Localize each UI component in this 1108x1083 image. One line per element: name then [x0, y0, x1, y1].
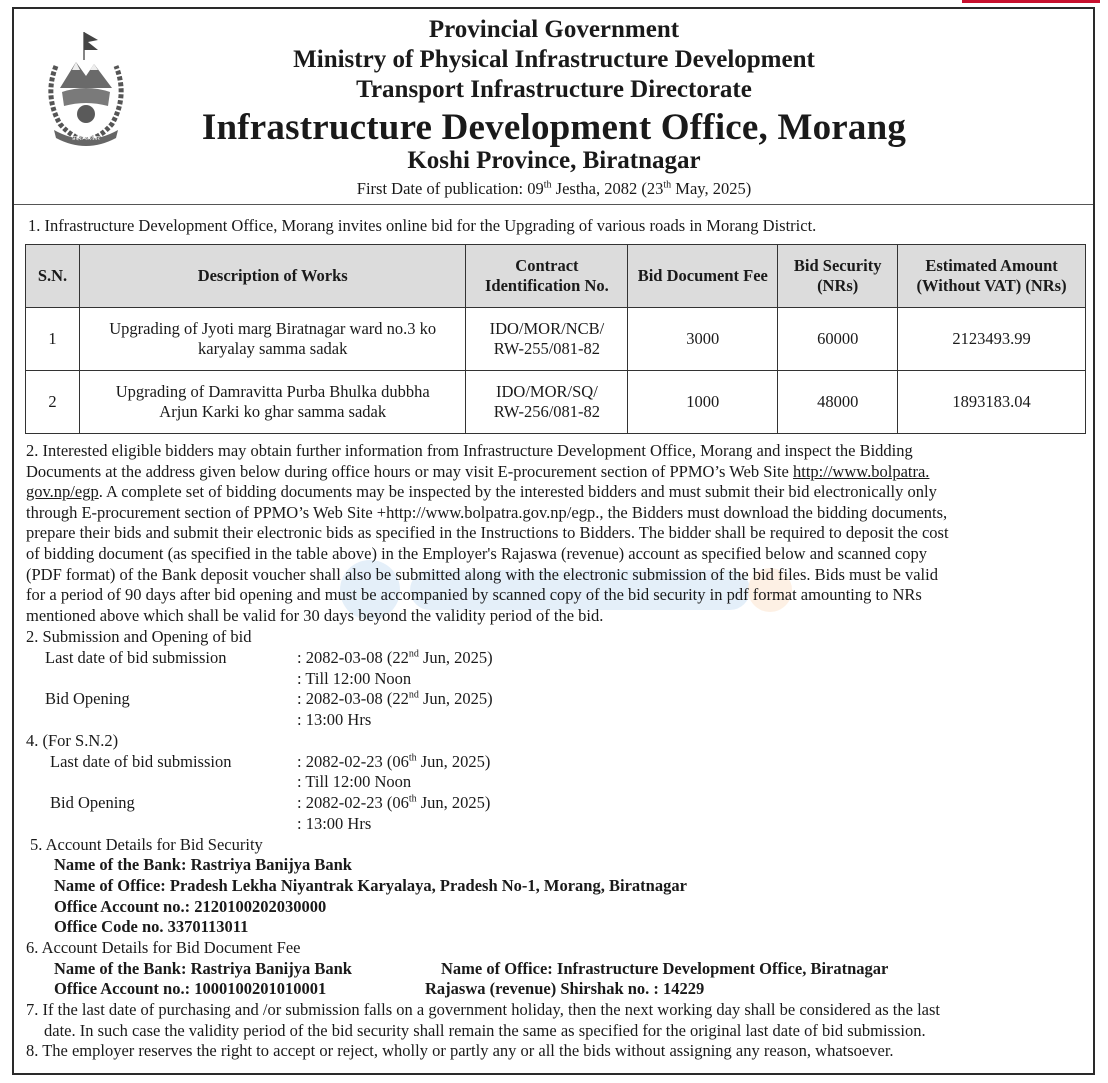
security-office-code: Office Code no. 3370113011 — [54, 917, 249, 936]
table-row — [26, 371, 1086, 434]
col-header-description: Description of Works — [79, 245, 465, 308]
header-divider — [14, 204, 1093, 205]
fee-account-title: 6. Account Details for Bid Document Fee — [26, 938, 301, 957]
bolpatra-link-cont[interactable]: gov.np/egp — [26, 482, 99, 502]
fee-bank-name: Name of the Bank: Rastriya Banijya Bank — [54, 959, 352, 978]
sn2-last-date: : 2082-02-23 (06th Jun, 2025) — [297, 752, 491, 771]
header-line-directorate: Transport Infrastructure Directorate — [356, 76, 752, 103]
bolpatra-link[interactable]: http://www.bolpatra. — [793, 461, 930, 481]
cell-bid-security: 48000 — [778, 371, 898, 434]
cell-doc-fee: 1000 — [628, 371, 778, 434]
col-header-contract-id: Contract Identification No. — [466, 245, 628, 308]
sn2-title: 4. (For S.N.2) — [26, 731, 119, 750]
cell-description: Upgrading of Damravitta Purba Bhulka dubbha Arjun Karki ko ghar samma sadak — [79, 371, 465, 434]
security-bank-name: Name of the Bank: Rastriya Banijya Bank — [54, 855, 352, 874]
cell-estimated-amount: 2123493.99 — [898, 308, 1086, 371]
bid-table-header-row — [26, 245, 1086, 308]
col-header-bid-security: Bid Security (NRs) — [778, 245, 898, 308]
security-office-account: Office Account no.: 2120100202030000 — [54, 897, 327, 916]
submission-open-label: Bid Opening — [45, 689, 130, 708]
fee-office-account: Office Account no.: 1000100201010001 — [54, 979, 327, 998]
intro-paragraph: 1. Infrastructure Development Office, Morang invites online bid for the Upgrading of various roads in Morang District. — [28, 216, 817, 235]
note-8: 8. The employer reserves the right to accept or reject, wholly or partly any or all the bids without assigning any reason, whatsoever. — [26, 1041, 894, 1060]
cell-sn: 1 — [26, 308, 80, 371]
top-accent-strip — [962, 0, 1100, 3]
bid-info-paragraph: 2. Interested eligible bidders may obtain further information from Infrastructure Development Office, Morang and inspect the Bidding Documents at the address given below during office hours or may visit E-procurement section of PPMO’s Web Site http://www.bolpatra. gov.np/egp. A complete set of bidding documents may be inspected by the interested bidders and must submit their bid electronically only through E-procurement section of PPMO’s Web Site +http://www.bolpatra.gov.np/egp., the Bidders must download the bidding documents, prepare their bids and submit their electronic bids as specified in the Instructions to Bidders. The bidder shall be required to deposit the cost of bidding document (as specified in the table above) in the Employer's Rajaswa (revenue) account as specified below and scanned copy (PDF format) of the Bank deposit voucher shall also be submitted along with the electronic submission of the bid files. Bids must be valid for a period of 90 days after bid opening and must be accompanied by scanned copy of the bid security in pdf format amounting to NRs mentioned above which shall be valid for 30 days beyond the validity period of the bid. — [26, 441, 949, 625]
submission-last-time: : Till 12:00 Noon — [297, 669, 412, 688]
cell-contract-id: IDO/MOR/NCB/ RW-255/081-82 — [466, 308, 628, 371]
sn2-open-label: Bid Opening — [50, 793, 135, 812]
note-7-line2: date. In such case the validity period of the bid security shall remain the same as specified for the original last date of bid submission. — [44, 1021, 926, 1040]
col-header-estimated-amount: Estimated Amount (Without VAT) (NRs) — [898, 245, 1086, 308]
emblem-ribbon-text: प्रदेश सरकार — [72, 135, 100, 142]
publication-date: First Date of publication: 09th Jestha, 2082 (23th May, 2025) — [356, 179, 752, 198]
cell-sn: 2 — [26, 371, 80, 434]
header-line-provincial: Provincial Government — [428, 16, 680, 43]
fee-office-name: Name of Office: Infrastructure Development Office, Biratnagar — [441, 959, 889, 978]
sn2-open-date: : 2082-02-23 (06th Jun, 2025) — [297, 793, 491, 812]
submission-open-time: : 13:00 Hrs — [297, 710, 372, 729]
security-account-title: 5. Account Details for Bid Security — [30, 835, 263, 854]
cell-contract-id: IDO/MOR/SQ/ RW-256/081-82 — [466, 371, 628, 434]
note-7-line1: 7. If the last date of purchasing and /or submission falls on a government holiday, then the next working day shall be considered as the last — [26, 1000, 941, 1019]
security-office-name: Name of Office: Pradesh Lekha Niyantrak Karyalaya, Pradesh No-1, Morang, Biratnagar — [54, 876, 687, 895]
cell-doc-fee: 3000 — [628, 308, 778, 371]
sn2-last-label: Last date of bid submission — [50, 752, 232, 771]
submission-open-date: : 2082-03-08 (22nd Jun, 2025) — [297, 689, 493, 708]
table-row — [26, 308, 1086, 371]
submission-last-date: : 2082-03-08 (22nd Jun, 2025) — [297, 648, 493, 667]
col-header-doc-fee: Bid Document Fee — [628, 245, 778, 308]
header-office-title: Infrastructure Development Office, Morang — [201, 107, 907, 148]
sn2-open-time: : 13:00 Hrs — [297, 814, 372, 833]
col-header-sn: S.N. — [26, 245, 80, 308]
cell-bid-security: 60000 — [778, 308, 898, 371]
header-location: Koshi Province, Biratnagar — [407, 147, 701, 174]
cell-description: Upgrading of Jyoti marg Biratnagar ward no.3 ko karyalay samma sadak — [79, 308, 465, 371]
submission-last-label: Last date of bid submission — [45, 648, 227, 667]
bid-table — [25, 244, 1086, 434]
submission-title: 2. Submission and Opening of bid — [26, 627, 252, 646]
fee-rajaswa-shirshak: Rajaswa (revenue) Shirshak no. : 14229 — [425, 979, 705, 998]
cell-estimated-amount: 1893183.04 — [898, 371, 1086, 434]
sn2-last-time: : Till 12:00 Noon — [297, 772, 412, 791]
header-line-ministry: Ministry of Physical Infrastructure Development — [293, 46, 815, 73]
